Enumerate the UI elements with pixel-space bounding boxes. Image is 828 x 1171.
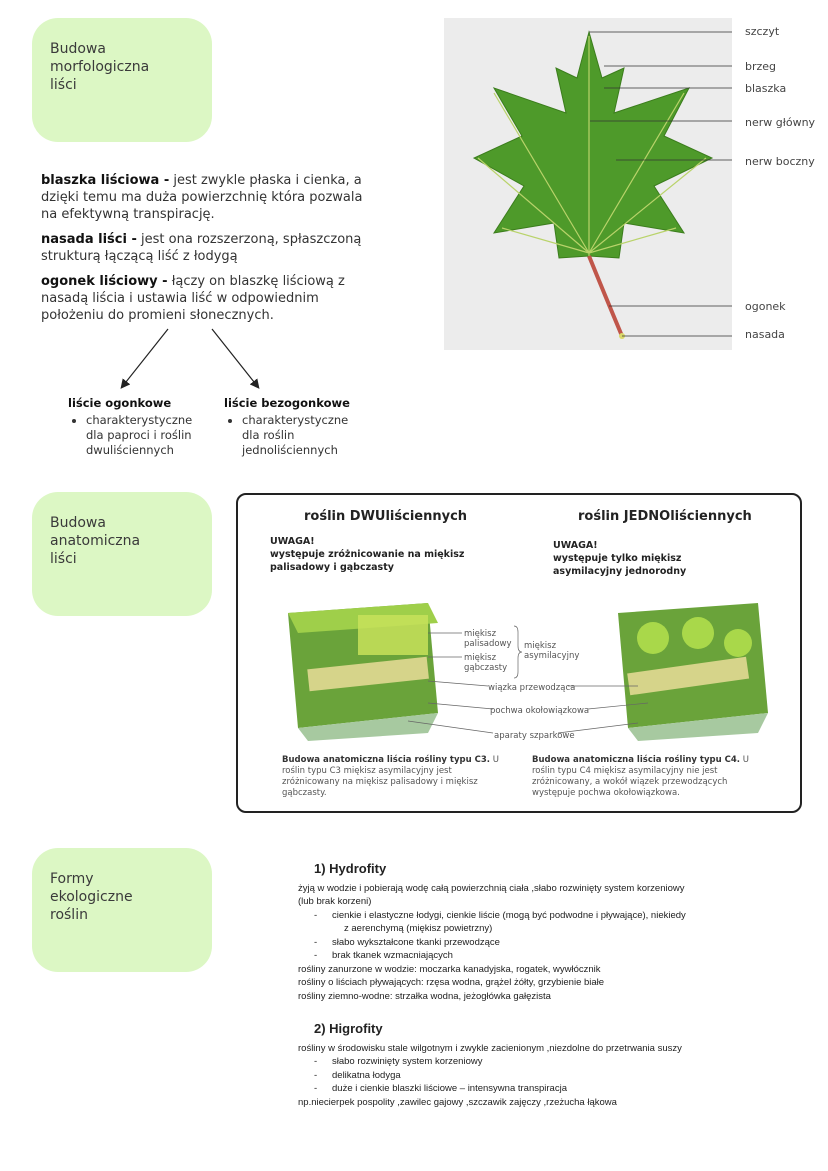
branch-arrows <box>100 325 280 395</box>
leaf-illustration <box>444 18 732 350</box>
item-line: dla roślin <box>242 428 295 442</box>
label-line: palisadowy <box>464 639 512 649</box>
leaf-label-blaszka: blaszka <box>745 82 787 95</box>
warn-line: UWAGA! <box>553 540 598 551</box>
term: nasada liści - <box>41 232 137 247</box>
definition-nasada <box>41 231 381 265</box>
label-line: miękisz <box>464 629 497 639</box>
term-text: łączy on blaszkę liściową z nasadą liścia i ustawia liść w odpowiednim położeniu do promieni słonecznych. <box>41 274 345 323</box>
tag-line: Formy <box>50 871 94 887</box>
label-line: gąbczasty <box>464 663 508 673</box>
maple-leaf-icon <box>444 18 732 350</box>
tag-line: Budowa <box>50 41 106 57</box>
leaf-label-szczyt: szczyt <box>745 25 780 38</box>
arrow-right <box>212 329 258 387</box>
item-line: charakterystyczne <box>86 413 193 427</box>
hygrophytes-section <box>298 1022 788 1109</box>
hydrophytes-section <box>298 862 788 1003</box>
leaf-label-nasada: nasada <box>745 328 785 341</box>
caption-bold: Budowa anatomiczna liścia rośliny typu C3. <box>282 755 491 765</box>
label-line: miękisz <box>524 641 557 651</box>
c3-caption <box>282 755 512 799</box>
item-line: jednoliściennych <box>242 443 338 457</box>
list-item <box>242 413 364 458</box>
list-item <box>86 413 208 458</box>
label-line: miękisz <box>464 653 497 663</box>
bullet: - cienkie i elastyczne łodygi, cienkie liście (mogą być podwodne i pływające), niekiedy <box>314 909 788 923</box>
term-text: jest ona rozszerzoną, spłaszczoną strukturą łączącą liść z łodygą <box>41 232 362 264</box>
dicot-title: roślin DWUliściennych <box>304 509 468 524</box>
leaf-cross-sections <box>278 593 768 743</box>
tag-line: morfologiczna <box>50 59 150 75</box>
label-pochwa: pochwa okołowiązkowa <box>490 706 590 716</box>
c4-caption <box>532 755 768 799</box>
item-line: dla paproci i roślin <box>86 428 192 442</box>
item-line: charakterystyczne <box>242 413 349 427</box>
term: blaszka liściowa - <box>41 173 170 188</box>
tag-line: anatomiczna <box>50 533 141 549</box>
leaf-definitions <box>41 172 381 332</box>
caption-bold: Budowa anatomiczna liścia rośliny typu C4. <box>532 755 741 765</box>
label-wiazka-przewodzaca: wiązka przewodząca <box>488 683 576 693</box>
label-miekisz-asymilacyjny <box>524 641 579 661</box>
definition-ogonek <box>41 273 381 324</box>
warn-line: asymilacyjny jednorodny <box>553 566 687 577</box>
term-text: jest zwykle płaska i cienka, a dzięki temu ma duża powierzchnię która pozwala na efektywną transpirację. <box>41 173 363 222</box>
text-line: rośliny zanurzone w wodzie: moczarka kanadyjska, rogatek, wywłócznik <box>298 963 601 975</box>
warn-line: występuje zróżnicowanie na miękisz <box>270 549 465 560</box>
leaf-label-nerw-boczny: nerw boczny <box>745 155 815 168</box>
warn-line: występuje tylko miękisz <box>553 553 682 564</box>
tag-line: liści <box>50 551 77 567</box>
monocot-warning <box>553 539 686 578</box>
bullet: - delikatna łodyga <box>314 1069 788 1083</box>
bullet: - duże i cienkie blaszki liściowe – intensywna transpiracja <box>314 1082 788 1096</box>
bullet: - brak tkanek wzmacniających <box>314 949 788 963</box>
dicot-warning <box>270 535 464 574</box>
text-line: rośliny o liściach pływających: rzęsa wodna, grążel żółty, grzybienie białe <box>298 977 605 988</box>
bullet: - słabo rozwinięty system korzeniowy <box>314 1055 788 1069</box>
leaf-label-ogonek: ogonek <box>745 300 786 313</box>
text-line: rośliny w środowisku stale wilgotnym i zwykle zacienionym ,niezdolne do przetrwania suszy <box>298 1042 682 1054</box>
hydrophytes-heading: 1) Hydrofity <box>314 861 387 876</box>
tag-morphology <box>32 18 212 142</box>
label-miekisz-palisadowy <box>464 629 512 649</box>
label-aparaty: aparaty szparkowe <box>494 731 575 741</box>
text-line: żyją w wodzie i pobierają wodę całą powierzchnią ciała ,słabo rozwinięty system korzeniowy <box>298 882 685 894</box>
text-line: (lub brak korzeni) <box>298 896 372 907</box>
category-title: liście bezogonkowe <box>224 396 350 410</box>
tag-ecological <box>32 848 212 972</box>
leaf-label-brzeg: brzeg <box>745 60 777 73</box>
c3-cross-section-icon <box>288 603 438 741</box>
label-miekisz-gabczasty <box>464 653 507 673</box>
warn-line: palisadowy i gąbczasty <box>270 562 394 573</box>
c4-cross-section-icon <box>618 603 768 741</box>
category-sessile <box>224 396 364 458</box>
label-line: asymilacyjny <box>524 651 580 661</box>
tag-line: ekologiczne <box>50 889 133 905</box>
hygrophytes-heading: 2) Higrofity <box>314 1021 383 1036</box>
bullet: - słabo wykształcone tkanki przewodzące <box>314 936 788 950</box>
arrow-left <box>122 329 168 387</box>
anatomy-box <box>236 493 802 813</box>
text-line: np.niecierpek pospolity ,zawilec gajowy ,szczawik zajęczy ,rzeżucha łąkowa <box>298 1096 617 1108</box>
tag-line: liści <box>50 77 77 93</box>
caption-text: U roślin typu C4 miękisz asymilacyjny nie jest zróżnicowany, a wokół wiązek przewodzących występuje pochwa okołowiązkowa. <box>532 755 749 798</box>
category-title: liście ogonkowe <box>68 396 172 410</box>
definition-blaszka <box>41 172 381 223</box>
tag-line: Budowa <box>50 515 106 531</box>
monocot-title: roślin JEDNOliściennych <box>578 509 752 524</box>
bullet-cont: z aerenchymą (miękisz powietrzny) <box>344 923 493 934</box>
tag-line: roślin <box>50 907 88 923</box>
caption-text: U roślin typu C3 miękisz asymilacyjny jest zróżnicowany na miękisz palisadowy i miękisz gąbczasty. <box>282 755 499 798</box>
term: ogonek liściowy - <box>41 274 168 289</box>
item-line: dwuliściennych <box>86 443 174 457</box>
tag-anatomy <box>32 492 212 616</box>
warn-line: UWAGA! <box>270 536 315 547</box>
leaf-label-nerw-glowny: nerw główny <box>745 116 816 129</box>
text-line: rośliny ziemno-wodne: strzałka wodna, jeżogłówka gałęzista <box>298 990 551 1002</box>
category-petiolate <box>68 396 208 458</box>
